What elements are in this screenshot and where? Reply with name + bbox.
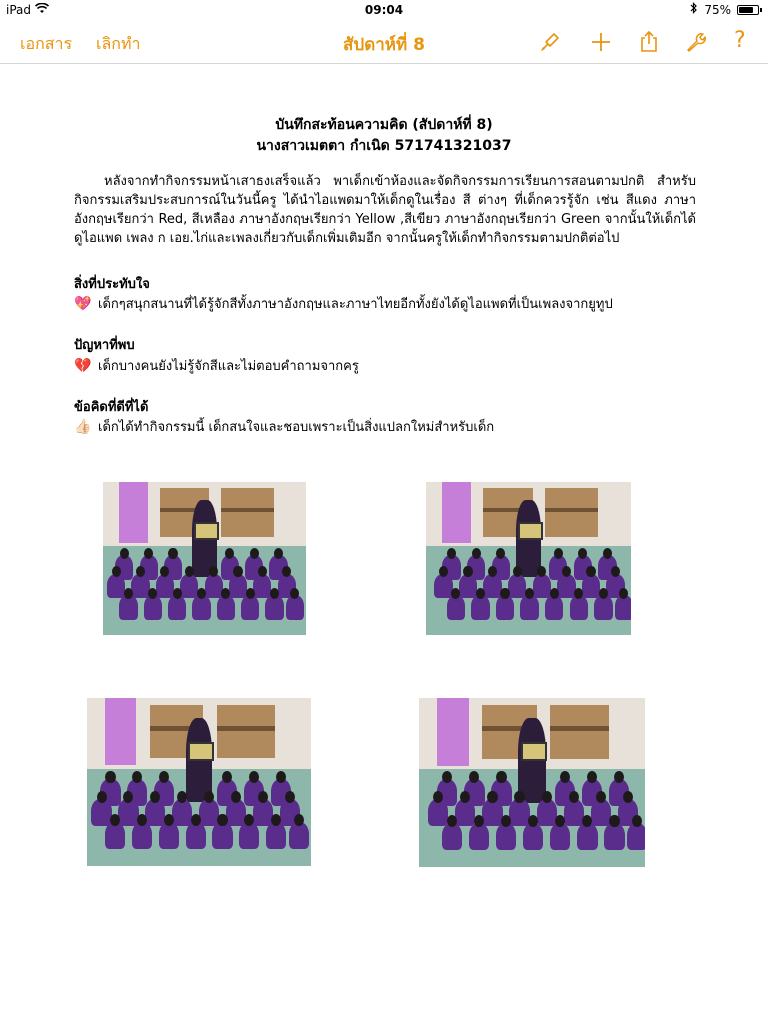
- photo-child: [428, 799, 448, 826]
- section-text-lesson: เด็กได้ทำกิจกรรมนี้ เด็กสนใจและชอบเพราะเป็นสิ่งแปลกใหม่สำหรับเด็ก: [98, 420, 495, 435]
- photo-child: [508, 574, 526, 598]
- section-heading-lesson: ข้อคิดที่ดีที่ได้: [74, 400, 149, 415]
- photo-child: [199, 799, 219, 826]
- body-paragraph: หลังจากทำกิจกรรมหน้าเสาธงเสร็จแล้ว พาเด็กเข้าห้องและจัดกิจกรรมการเรียนการสอนตามปกติ สำหรับกิจกรรมเสริมประสบการณ์ในวันนี้ครู ได้นำไอแพดมาให้เด็กดูในเรื่อง สี ต่างๆ ที่เด็กควรรู้จัก เช่น สีแดง ภาษาอังกฤษเรียกว่า Red, สีเหลือง ภาษาอังกฤษเรียกว่า Yellow ,สีเขียว ภาษาอังกฤษเรียกว่า Green จากนั้นให้เด็กได้ดูไอแพด เพลง ก เอย.ไก่และเพลงเกี่ยวกับเด็กเพิ่มเติมอีก จากนั้นครูให้เด็กทำกิจกรรมตามปกติต่อไป: [74, 174, 696, 246]
- photo-child: [253, 574, 271, 598]
- battery-percent: 75%: [704, 3, 731, 17]
- photo-curtain: [437, 698, 469, 766]
- photo-child: [509, 799, 529, 826]
- photo-child: [205, 574, 223, 598]
- photo-child: [107, 574, 125, 598]
- section-text-impression: เด็กๆสนุกสนานที่ได้รู้จักสีทั้งภาษาอังกฤษและภาษาไทยอีกทั้งยังได้ดูไอแพดที่เป็นเพลงจากยูทูป: [98, 297, 613, 312]
- battery-icon: [737, 5, 759, 15]
- toolbar: [0, 20, 768, 64]
- photo-child: [442, 823, 462, 850]
- photo-child: [229, 574, 247, 598]
- photo-child: [557, 574, 575, 598]
- photo-child: [471, 595, 489, 619]
- section-text-problem: เด็กบางคนยังไม่รู้จักสีและไม่ตอบคำถามจากครู: [98, 359, 359, 374]
- status-right: [690, 0, 762, 20]
- photo-child: [145, 799, 165, 826]
- doc-title-line1: บันทึกสะท้อนความคิด (สัปดาห์ที่ 8): [275, 117, 493, 133]
- section-item-impression: [74, 293, 613, 314]
- documents-button[interactable]: เอกสาร: [20, 34, 73, 53]
- photo-child: [217, 595, 235, 619]
- battery-fill: [739, 7, 753, 13]
- photo-child: [482, 799, 502, 826]
- photo-child: [131, 574, 149, 598]
- photo-child: [459, 574, 477, 598]
- photo-child: [119, 595, 137, 619]
- undo-button[interactable]: เลิกทำ: [96, 34, 141, 53]
- photo-child: [156, 574, 174, 598]
- section-item-lesson: [74, 416, 494, 437]
- photo-child: [570, 595, 588, 619]
- photo-child: [577, 823, 597, 850]
- tools-wrench-icon[interactable]: [684, 30, 708, 54]
- help-icon[interactable]: ?: [734, 28, 746, 53]
- document-page[interactable]: [0, 64, 768, 1024]
- photo-child: [186, 822, 206, 849]
- photo-child: [594, 595, 612, 619]
- photo-child: [533, 574, 551, 598]
- photo-child: [520, 595, 538, 619]
- photo-child: [265, 595, 283, 619]
- photo-child: [239, 822, 259, 849]
- section-item-problem: [74, 355, 359, 376]
- photo-child: [226, 799, 246, 826]
- photo-child: [591, 799, 611, 826]
- sparkling-heart-icon: 💖: [74, 295, 92, 312]
- photo-curtain: [105, 698, 136, 765]
- photo-shelf: [550, 705, 609, 759]
- photo-child: [564, 799, 584, 826]
- photo-child: [615, 595, 631, 619]
- photo-child: [105, 822, 125, 849]
- photo-ipad: [188, 742, 214, 761]
- photo-child: [545, 595, 563, 619]
- photo-child: [144, 595, 162, 619]
- classroom-photo-3[interactable]: [87, 698, 311, 866]
- add-icon[interactable]: [589, 30, 613, 54]
- section-heading-problem: ปัญหาที่พบ: [74, 338, 135, 353]
- photo-child: [483, 574, 501, 598]
- photo-curtain: [442, 482, 471, 543]
- doc-title-line2: นางสาวเมตตา กำเนิด 571741321037: [256, 138, 512, 154]
- photo-curtain: [119, 482, 147, 543]
- photo-child: [604, 823, 624, 850]
- classroom-photo-2[interactable]: [426, 482, 631, 635]
- photo-child: [91, 799, 111, 826]
- photo-child: [550, 823, 570, 850]
- section-heading-impression: สิ่งที่ประทับใจ: [74, 277, 150, 292]
- document-title: สัปดาห์ที่ 8: [343, 35, 425, 55]
- photo-child: [289, 822, 309, 849]
- share-icon[interactable]: [637, 30, 661, 54]
- battery-tip: [760, 8, 762, 12]
- photo-child: [266, 822, 286, 849]
- bluetooth-icon: [690, 0, 698, 20]
- photo-child: [118, 799, 138, 826]
- classroom-photo-1[interactable]: [103, 482, 306, 635]
- photo-ipad: [518, 522, 543, 540]
- photo-child: [582, 574, 600, 598]
- clock: 09:04: [364, 3, 404, 17]
- photo-child: [496, 823, 516, 850]
- photo-shelf: [221, 488, 274, 537]
- thumbs-up-icon: 👍🏻: [74, 418, 92, 435]
- photo-child: [455, 799, 475, 826]
- photo-child: [172, 799, 192, 826]
- photo-child: [537, 799, 557, 826]
- photo-child: [241, 595, 259, 619]
- photo-child: [192, 595, 210, 619]
- photo-child: [286, 595, 304, 619]
- format-brush-icon[interactable]: [538, 30, 562, 54]
- photo-child: [159, 822, 179, 849]
- photo-shelf: [217, 705, 275, 759]
- photo-child: [132, 822, 152, 849]
- photo-ipad: [194, 522, 218, 540]
- photo-child: [168, 595, 186, 619]
- photo-child: [253, 799, 273, 826]
- photo-child: [496, 595, 514, 619]
- photo-ipad: [521, 742, 548, 761]
- photo-child: [627, 823, 645, 850]
- photo-child: [447, 595, 465, 619]
- photo-child: [434, 574, 452, 598]
- status-bar: [0, 0, 768, 20]
- classroom-photo-4[interactable]: [419, 698, 645, 867]
- device-name: iPad: [6, 3, 32, 17]
- broken-heart-icon: 💔: [74, 357, 92, 374]
- photo-shelf: [545, 488, 598, 537]
- photo-child: [469, 823, 489, 850]
- photo-child: [212, 822, 232, 849]
- photo-child: [180, 574, 198, 598]
- photo-child: [523, 823, 543, 850]
